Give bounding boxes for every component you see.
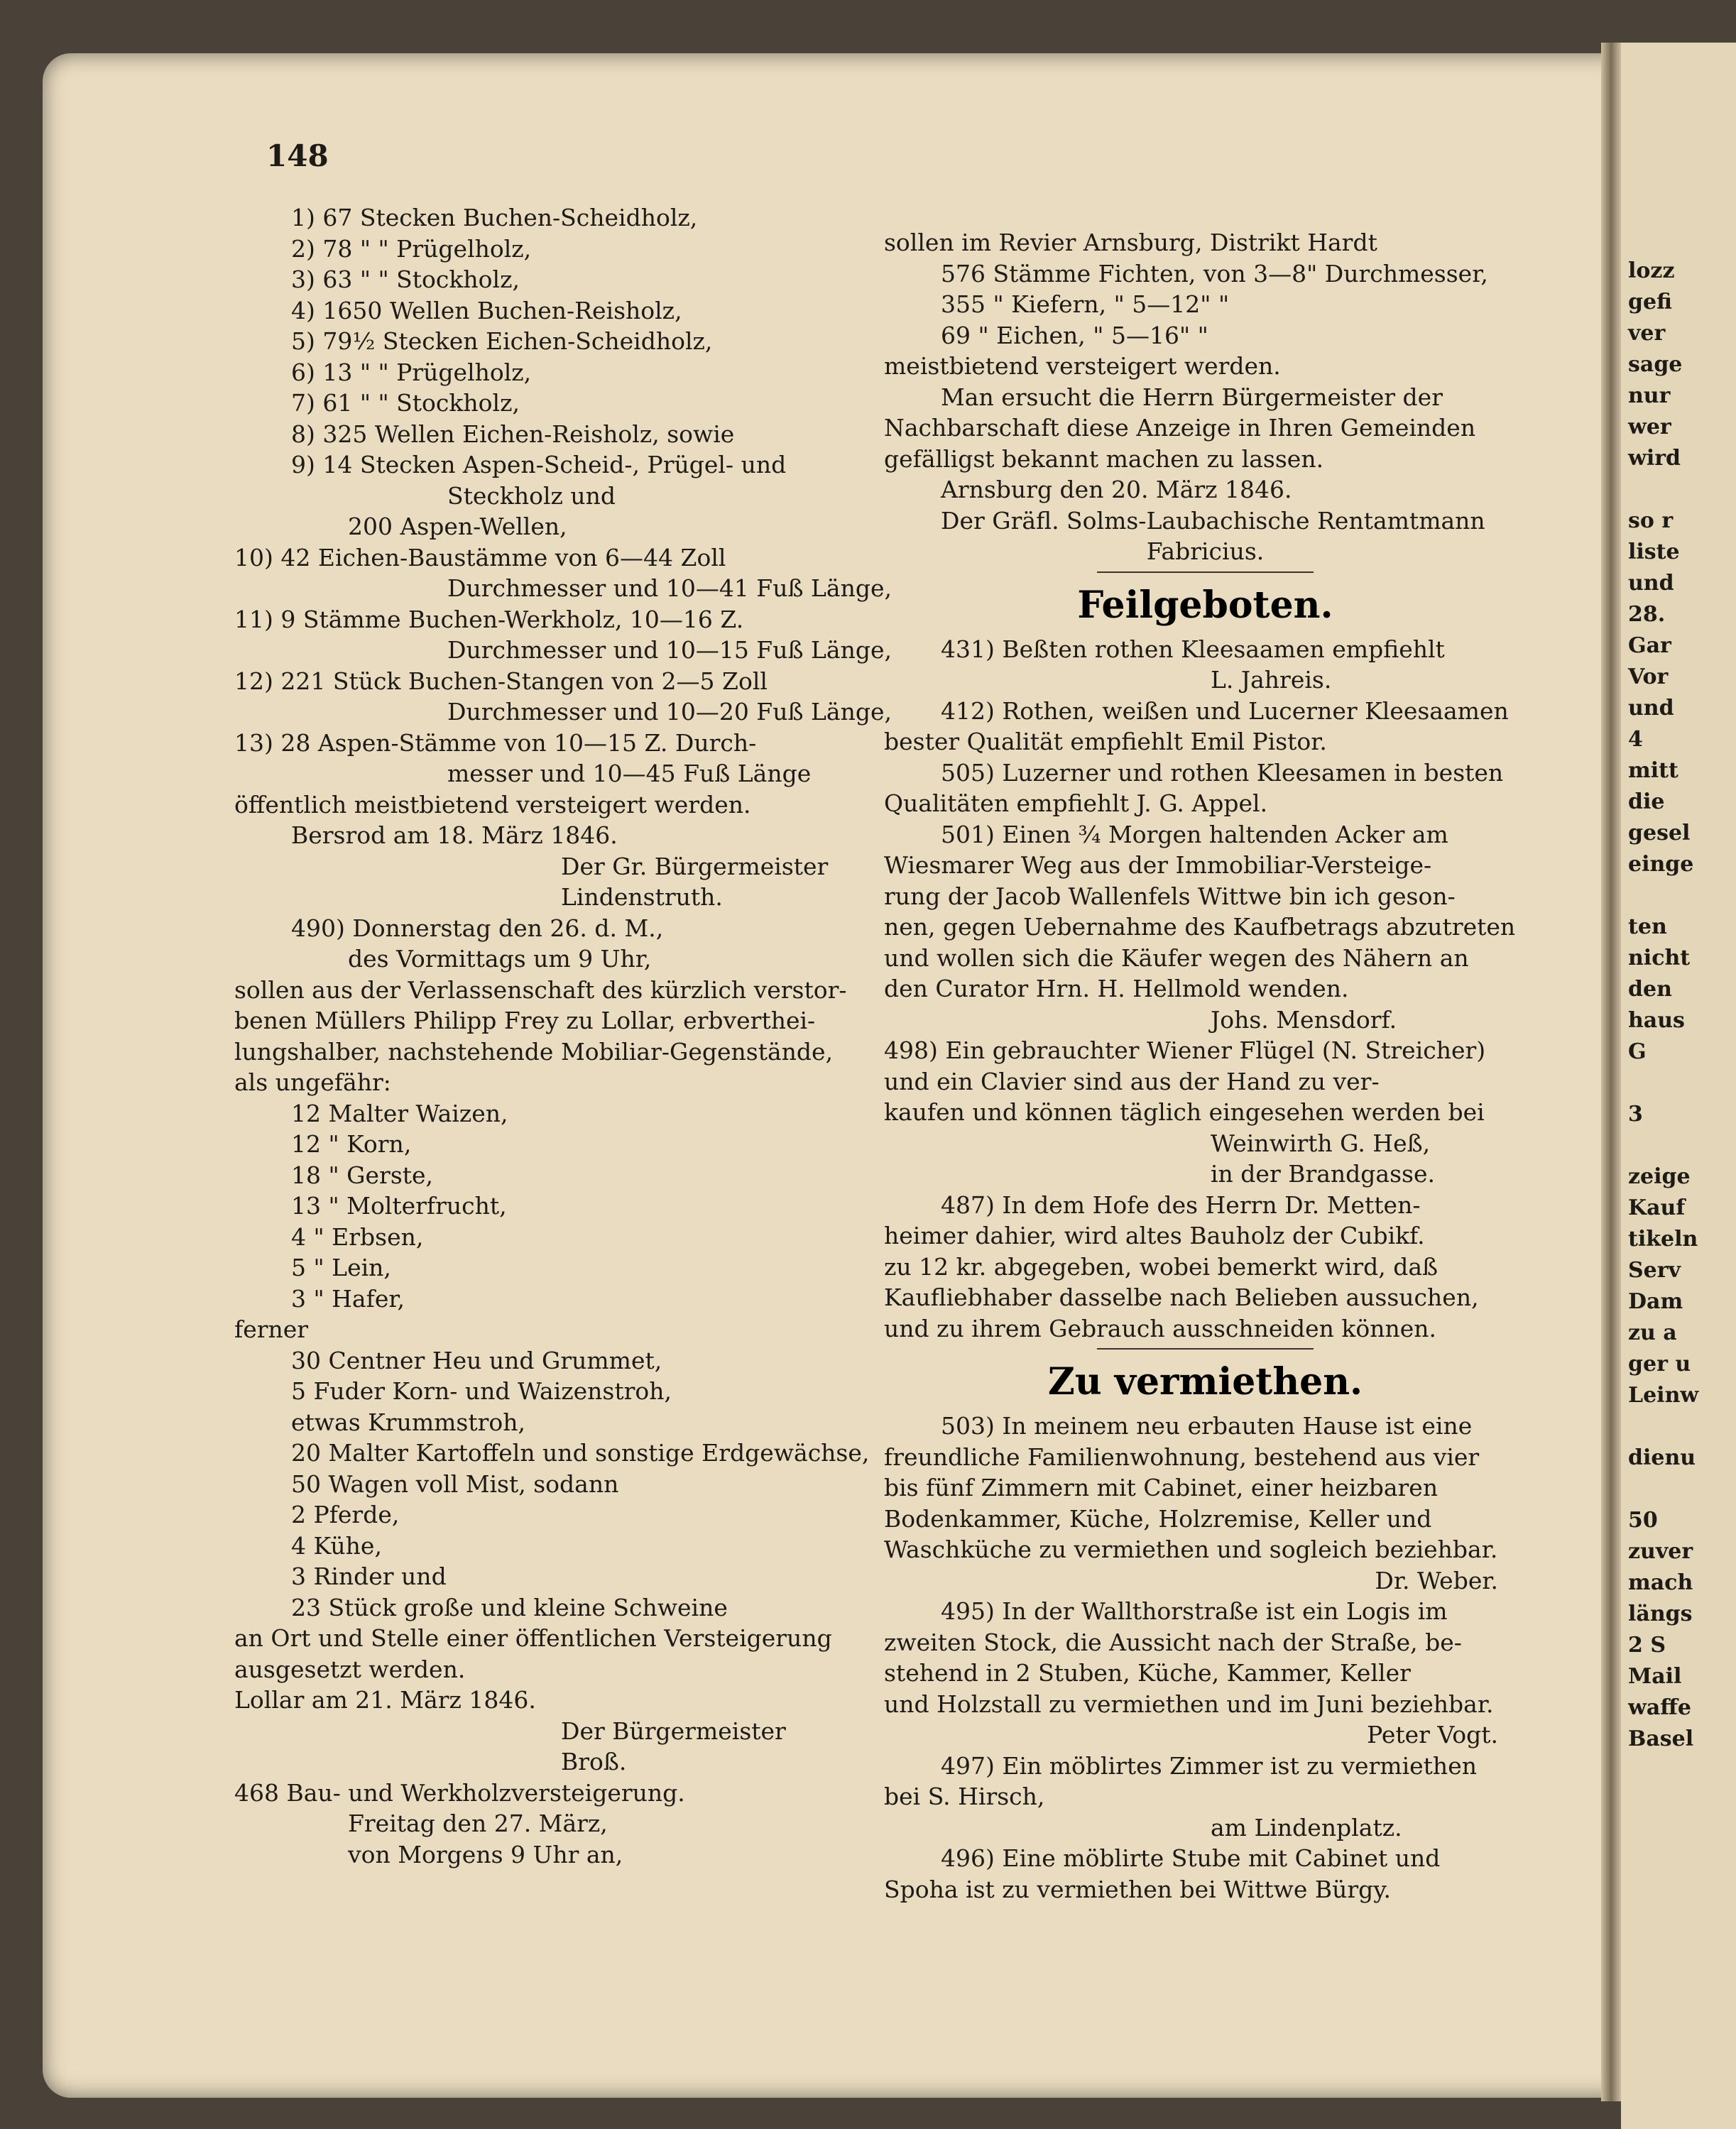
- next-page-fragment: Basel: [1628, 1726, 1694, 1751]
- next-page-edge: [1621, 43, 1736, 2129]
- text-line: Lindenstruth.: [561, 883, 723, 911]
- text-line: 20 Malter Kartoffeln und sonstige Erdgewächse,: [291, 1439, 870, 1467]
- text-line: 10) 42 Eichen-Baustämme von 6—44 Zoll: [234, 543, 726, 571]
- text-line: öffentlich meistbietend versteigert werden.: [234, 790, 751, 819]
- next-page-fragment: Leinw: [1628, 1383, 1699, 1408]
- text-line: Bersrod am 18. März 1846.: [291, 821, 618, 849]
- text-line: von Morgens 9 Uhr an,: [348, 1840, 623, 1868]
- text-line: 13 " Molterfrucht,: [291, 1192, 507, 1220]
- text-line: heimer dahier, wird altes Bauholz der Cubikf.: [884, 1222, 1425, 1249]
- section-divider: [1097, 1348, 1314, 1350]
- text-line: 4) 1650 Wellen Buchen-Reisholz,: [291, 296, 682, 324]
- text-line: Arnsburg den 20. März 1846.: [941, 476, 1292, 503]
- vermiethen-section: [884, 1411, 1527, 1905]
- next-page-fragment: die: [1628, 789, 1665, 814]
- text-line: 576 Stämme Fichten, von 3—8" Durchmesser,: [941, 259, 1488, 288]
- text-line: 2 Pferde,: [291, 1501, 400, 1528]
- text-line: 505) Luzerner und rothen Kleesamen in besten: [941, 758, 1504, 787]
- text-line: gefälligst bekannt machen zu lassen.: [884, 444, 1324, 473]
- next-page-fragment: Kauf: [1628, 1195, 1686, 1220]
- text-line: 11) 9 Stämme Buchen-Werkholz, 10—16 Z.: [234, 605, 744, 633]
- text-line: bei S. Hirsch,: [884, 1783, 1045, 1810]
- next-page-fragment: G: [1628, 1039, 1647, 1064]
- text-line: meistbietend versteigert werden.: [884, 352, 1281, 380]
- text-line: Spoha ist zu vermiethen bei Wittwe Bürgy.: [884, 1875, 1392, 1903]
- text-line: 7) 61 " " Stockholz,: [291, 389, 520, 417]
- text-line: Qualitäten empfiehlt J. G. Appel.: [884, 789, 1268, 817]
- text-line: 2) 78 " " Prügelholz,: [291, 234, 532, 263]
- next-page-fragment: Dam: [1628, 1289, 1683, 1314]
- text-line: 5) 79½ Stecken Eichen-Scheidholz,: [291, 327, 713, 355]
- next-page-fragment: sage: [1628, 352, 1683, 377]
- next-page-fragment: den: [1628, 977, 1672, 1002]
- text-line: nen, gegen Uebernahme des Kaufbetrags abzutreten: [884, 913, 1516, 941]
- text-line: an Ort und Stelle einer öffentlichen Versteigerung: [234, 1624, 832, 1652]
- next-page-fragment: längs: [1628, 1602, 1693, 1626]
- text-line: Kaufliebhaber dasselbe nach Belieben aussuchen,: [884, 1284, 1479, 1311]
- section-divider: [1097, 571, 1314, 573]
- next-page-fragment: Gar: [1628, 633, 1671, 658]
- next-page-fragment: lozz: [1628, 258, 1675, 283]
- next-page-fragment: tikeln: [1628, 1227, 1698, 1252]
- text-line: und Holzstall zu vermiethen und im Juni beziehbar.: [884, 1690, 1494, 1718]
- next-page-fragment: gefi: [1628, 290, 1672, 314]
- text-line: messer und 10—45 Fuß Länge: [447, 760, 812, 787]
- next-page-fragment: dienu: [1628, 1445, 1696, 1470]
- next-page-fragment: Serv: [1628, 1258, 1681, 1283]
- text-line: 3 " Hafer,: [291, 1284, 405, 1313]
- text-line: des Vormittags um 9 Uhr,: [348, 945, 652, 973]
- text-line: 501) Einen ¾ Morgen haltenden Acker am: [941, 820, 1448, 848]
- text-line: Wiesmarer Weg aus der Immobiliar-Versteige-: [884, 851, 1432, 879]
- heading-vermiethen: Zu vermiethen.: [1047, 1360, 1363, 1403]
- text-line: Der Gr. Bürgermeister: [561, 852, 829, 880]
- text-line: am Lindenplatz.: [1211, 1813, 1402, 1841]
- text-line: Steckholz und: [447, 481, 616, 510]
- text-line: Bodenkammer, Küche, Holzremise, Keller und: [884, 1504, 1432, 1533]
- text-line: Johs. Mensdorf.: [1211, 1005, 1397, 1034]
- next-page-fragment: 2 S: [1628, 1633, 1666, 1658]
- text-line: 13) 28 Aspen-Stämme von 10—15 Z. Durch-: [234, 728, 757, 757]
- text-line: Durchmesser und 10—41 Fuß Länge,: [447, 574, 892, 602]
- text-line: stehend in 2 Stuben, Küche, Kammer, Keller: [884, 1659, 1411, 1687]
- next-page-fragment: gesel: [1628, 821, 1691, 845]
- next-page-fragment: waffe: [1628, 1695, 1691, 1720]
- next-page-fragment: wer: [1628, 415, 1671, 439]
- text-line: 8) 325 Wellen Eichen-Reisholz, sowie: [291, 420, 735, 448]
- next-page-fragment: haus: [1628, 1008, 1685, 1033]
- text-line: 5 " Lein,: [291, 1254, 391, 1281]
- text-line: 412) Rothen, weißen und Lucerner Kleesaamen: [941, 696, 1509, 725]
- text-line: lungshalber, nachstehende Mobiliar-Gegenstände,: [234, 1037, 834, 1066]
- text-line: zweiten Stock, die Aussicht nach der Straße, be-: [884, 1628, 1462, 1656]
- next-page-fragment: mitt: [1628, 758, 1678, 783]
- text-line: bester Qualität empfiehlt Emil Pistor.: [884, 728, 1327, 755]
- next-page-fragment: zuver: [1628, 1539, 1693, 1564]
- text-line: 5 Fuder Korn- und Waizenstroh,: [291, 1377, 672, 1405]
- text-line: den Curator Hrn. H. Hellmold wenden.: [884, 975, 1349, 1002]
- next-page-fragment: Vor: [1628, 664, 1669, 689]
- page-number: 148: [266, 138, 329, 173]
- text-line: 490) Donnerstag den 26. d. M.,: [291, 914, 664, 942]
- next-page-fragment: nur: [1628, 383, 1671, 408]
- text-line: Durchmesser und 10—20 Fuß Länge,: [447, 698, 892, 726]
- right-column: [884, 227, 1527, 1905]
- text-line: 431) Beßten rothen Kleesaamen empfiehlt: [941, 635, 1445, 663]
- text-line: 50 Wagen voll Mist, sodann: [291, 1469, 619, 1498]
- text-line: in der Brandgasse.: [1211, 1160, 1435, 1188]
- text-line: und wollen sich die Käufer wegen des Nähern an: [884, 943, 1469, 972]
- text-line: 30 Centner Heu und Grummet,: [291, 1346, 662, 1374]
- next-page-text: [1628, 256, 1735, 1755]
- text-line: und ein Clavier sind aus der Hand zu ver-: [884, 1067, 1380, 1095]
- text-line: 3) 63 " " Stockholz,: [291, 266, 520, 293]
- next-page-fragment: so r: [1628, 508, 1674, 533]
- text-line: ferner: [234, 1315, 309, 1343]
- text-line: 200 Aspen-Wellen,: [348, 513, 567, 540]
- next-page-fragment: einge: [1628, 852, 1694, 877]
- next-page-fragment: 4: [1628, 727, 1643, 752]
- text-line: Weinwirth G. Heß,: [1211, 1129, 1431, 1157]
- next-page-fragment: [1628, 880, 1735, 912]
- feilgeboten-section: [884, 634, 1527, 1345]
- text-line: Durchmesser und 10—15 Fuß Länge,: [447, 636, 892, 664]
- text-line: Waschküche zu vermiethen und sogleich beziehbar.: [884, 1536, 1498, 1563]
- next-page-fragment: mach: [1628, 1570, 1693, 1595]
- next-page-fragment: Mail: [1628, 1664, 1682, 1689]
- text-line: benen Müllers Philipp Frey zu Lollar, erbverthei-: [234, 1007, 816, 1034]
- text-line: freundliche Familienwohnung, bestehend aus vier: [884, 1443, 1480, 1471]
- text-line: 496) Eine möblirte Stube mit Cabinet und: [941, 1844, 1441, 1872]
- text-line: 4 " Erbsen,: [291, 1222, 424, 1251]
- text-line: 3 Rinder und: [291, 1562, 447, 1590]
- arnsburg-notice: [884, 227, 1527, 567]
- text-line: zu 12 kr. abgegeben, wobei bemerkt wird, daß: [884, 1252, 1439, 1281]
- next-page-fragment: [1628, 1474, 1735, 1505]
- text-line: Dr. Weber.: [1375, 1566, 1498, 1594]
- text-line: kaufen und können täglich eingesehen werden bei: [884, 1098, 1485, 1126]
- next-page-fragment: ger u: [1628, 1352, 1691, 1377]
- text-line: L. Jahreis.: [1211, 666, 1332, 694]
- next-page-fragment: ten: [1628, 914, 1667, 939]
- text-line: rung der Jacob Wallenfels Wittwe bin ich geson-: [884, 882, 1456, 910]
- text-line: Freitag den 27. März,: [348, 1810, 608, 1837]
- text-line: 497) Ein möblirtes Zimmer ist zu vermiethen: [941, 1751, 1477, 1780]
- next-page-fragment: [1628, 1411, 1735, 1443]
- text-line: 4 Kühe,: [291, 1531, 382, 1560]
- next-page-fragment: zeige: [1628, 1164, 1691, 1189]
- text-line: 12 Malter Waizen,: [291, 1099, 508, 1127]
- next-page-fragment: liste: [1628, 540, 1680, 564]
- text-line: bis fünf Zimmern mit Cabinet, einer heizbaren: [884, 1474, 1439, 1501]
- text-line: 18 " Gerste,: [291, 1161, 434, 1189]
- next-page-fragment: [1628, 474, 1735, 505]
- text-line: 495) In der Wallthorstraße ist ein Logis im: [941, 1597, 1448, 1625]
- next-page-fragment: und: [1628, 696, 1674, 721]
- text-line: Fabricius.: [1146, 537, 1265, 565]
- text-line: Broß.: [561, 1748, 627, 1775]
- text-line: 498) Ein gebrauchter Wiener Flügel (N. Streicher): [884, 1036, 1486, 1064]
- next-page-fragment: [1628, 1068, 1735, 1099]
- text-line: sollen aus der Verlassenschaft des kürzlich verstor-: [234, 975, 847, 1004]
- text-line: 69 " Eichen, " 5—16" ": [941, 321, 1208, 349]
- text-line: Der Bürgermeister: [561, 1717, 786, 1745]
- text-line: 6) 13 " " Prügelholz,: [291, 358, 532, 386]
- text-line: 468 Bau- und Werkholzversteigerung.: [234, 1778, 685, 1807]
- text-line: Peter Vogt.: [1367, 1721, 1498, 1748]
- next-page-fragment: [1628, 1130, 1735, 1161]
- text-line: als ungefähr:: [234, 1068, 391, 1096]
- text-line: und zu ihrem Gebrauch ausschneiden können.: [884, 1314, 1436, 1342]
- next-page-fragment: 3: [1628, 1102, 1643, 1127]
- text-line: sollen im Revier Arnsburg, Distrikt Hardt: [884, 229, 1377, 256]
- text-line: 12) 221 Stück Buchen-Stangen von 2—5 Zoll: [234, 667, 768, 695]
- left-column: [234, 202, 892, 1870]
- heading-feilgeboten: Feilgeboten.: [1077, 583, 1333, 627]
- text-line: etwas Krummstroh,: [291, 1408, 525, 1436]
- next-page-fragment: und: [1628, 571, 1674, 596]
- text-line: 23 Stück große und kleine Schweine: [291, 1593, 728, 1621]
- next-page-fragment: 50: [1628, 1508, 1658, 1533]
- text-line: ausgesetzt werden.: [234, 1655, 466, 1683]
- next-page-fragment: ver: [1628, 321, 1666, 346]
- text-line: Der Gräfl. Solms-Laubachische Rentamtmann: [941, 506, 1485, 535]
- text-line: Nachbarschaft diese Anzeige in Ihren Gemeinden: [884, 414, 1476, 442]
- next-page-fragment: zu a: [1628, 1320, 1677, 1345]
- next-page-fragment: nicht: [1628, 946, 1691, 970]
- text-line: 487) In dem Hofe des Herrn Dr. Metten-: [941, 1191, 1421, 1219]
- text-line: 9) 14 Stecken Aspen-Scheid-, Prügel- und: [291, 451, 787, 478]
- book-gutter: [1601, 43, 1621, 2101]
- text-line: Man ersucht die Herrn Bürgermeister der: [941, 383, 1443, 411]
- next-page-fragment: 28.: [1628, 602, 1666, 627]
- text-line: 1) 67 Stecken Buchen-Scheidholz,: [291, 204, 698, 231]
- next-page-fragment: wird: [1628, 446, 1681, 471]
- text-line: 12 " Korn,: [291, 1130, 412, 1158]
- text-line: 355 " Kiefern, " 5—12" ": [941, 290, 1230, 318]
- text-line: 503) In meinem neu erbauten Hause ist eine: [941, 1412, 1473, 1440]
- text-line: Lollar am 21. März 1846.: [234, 1686, 536, 1714]
